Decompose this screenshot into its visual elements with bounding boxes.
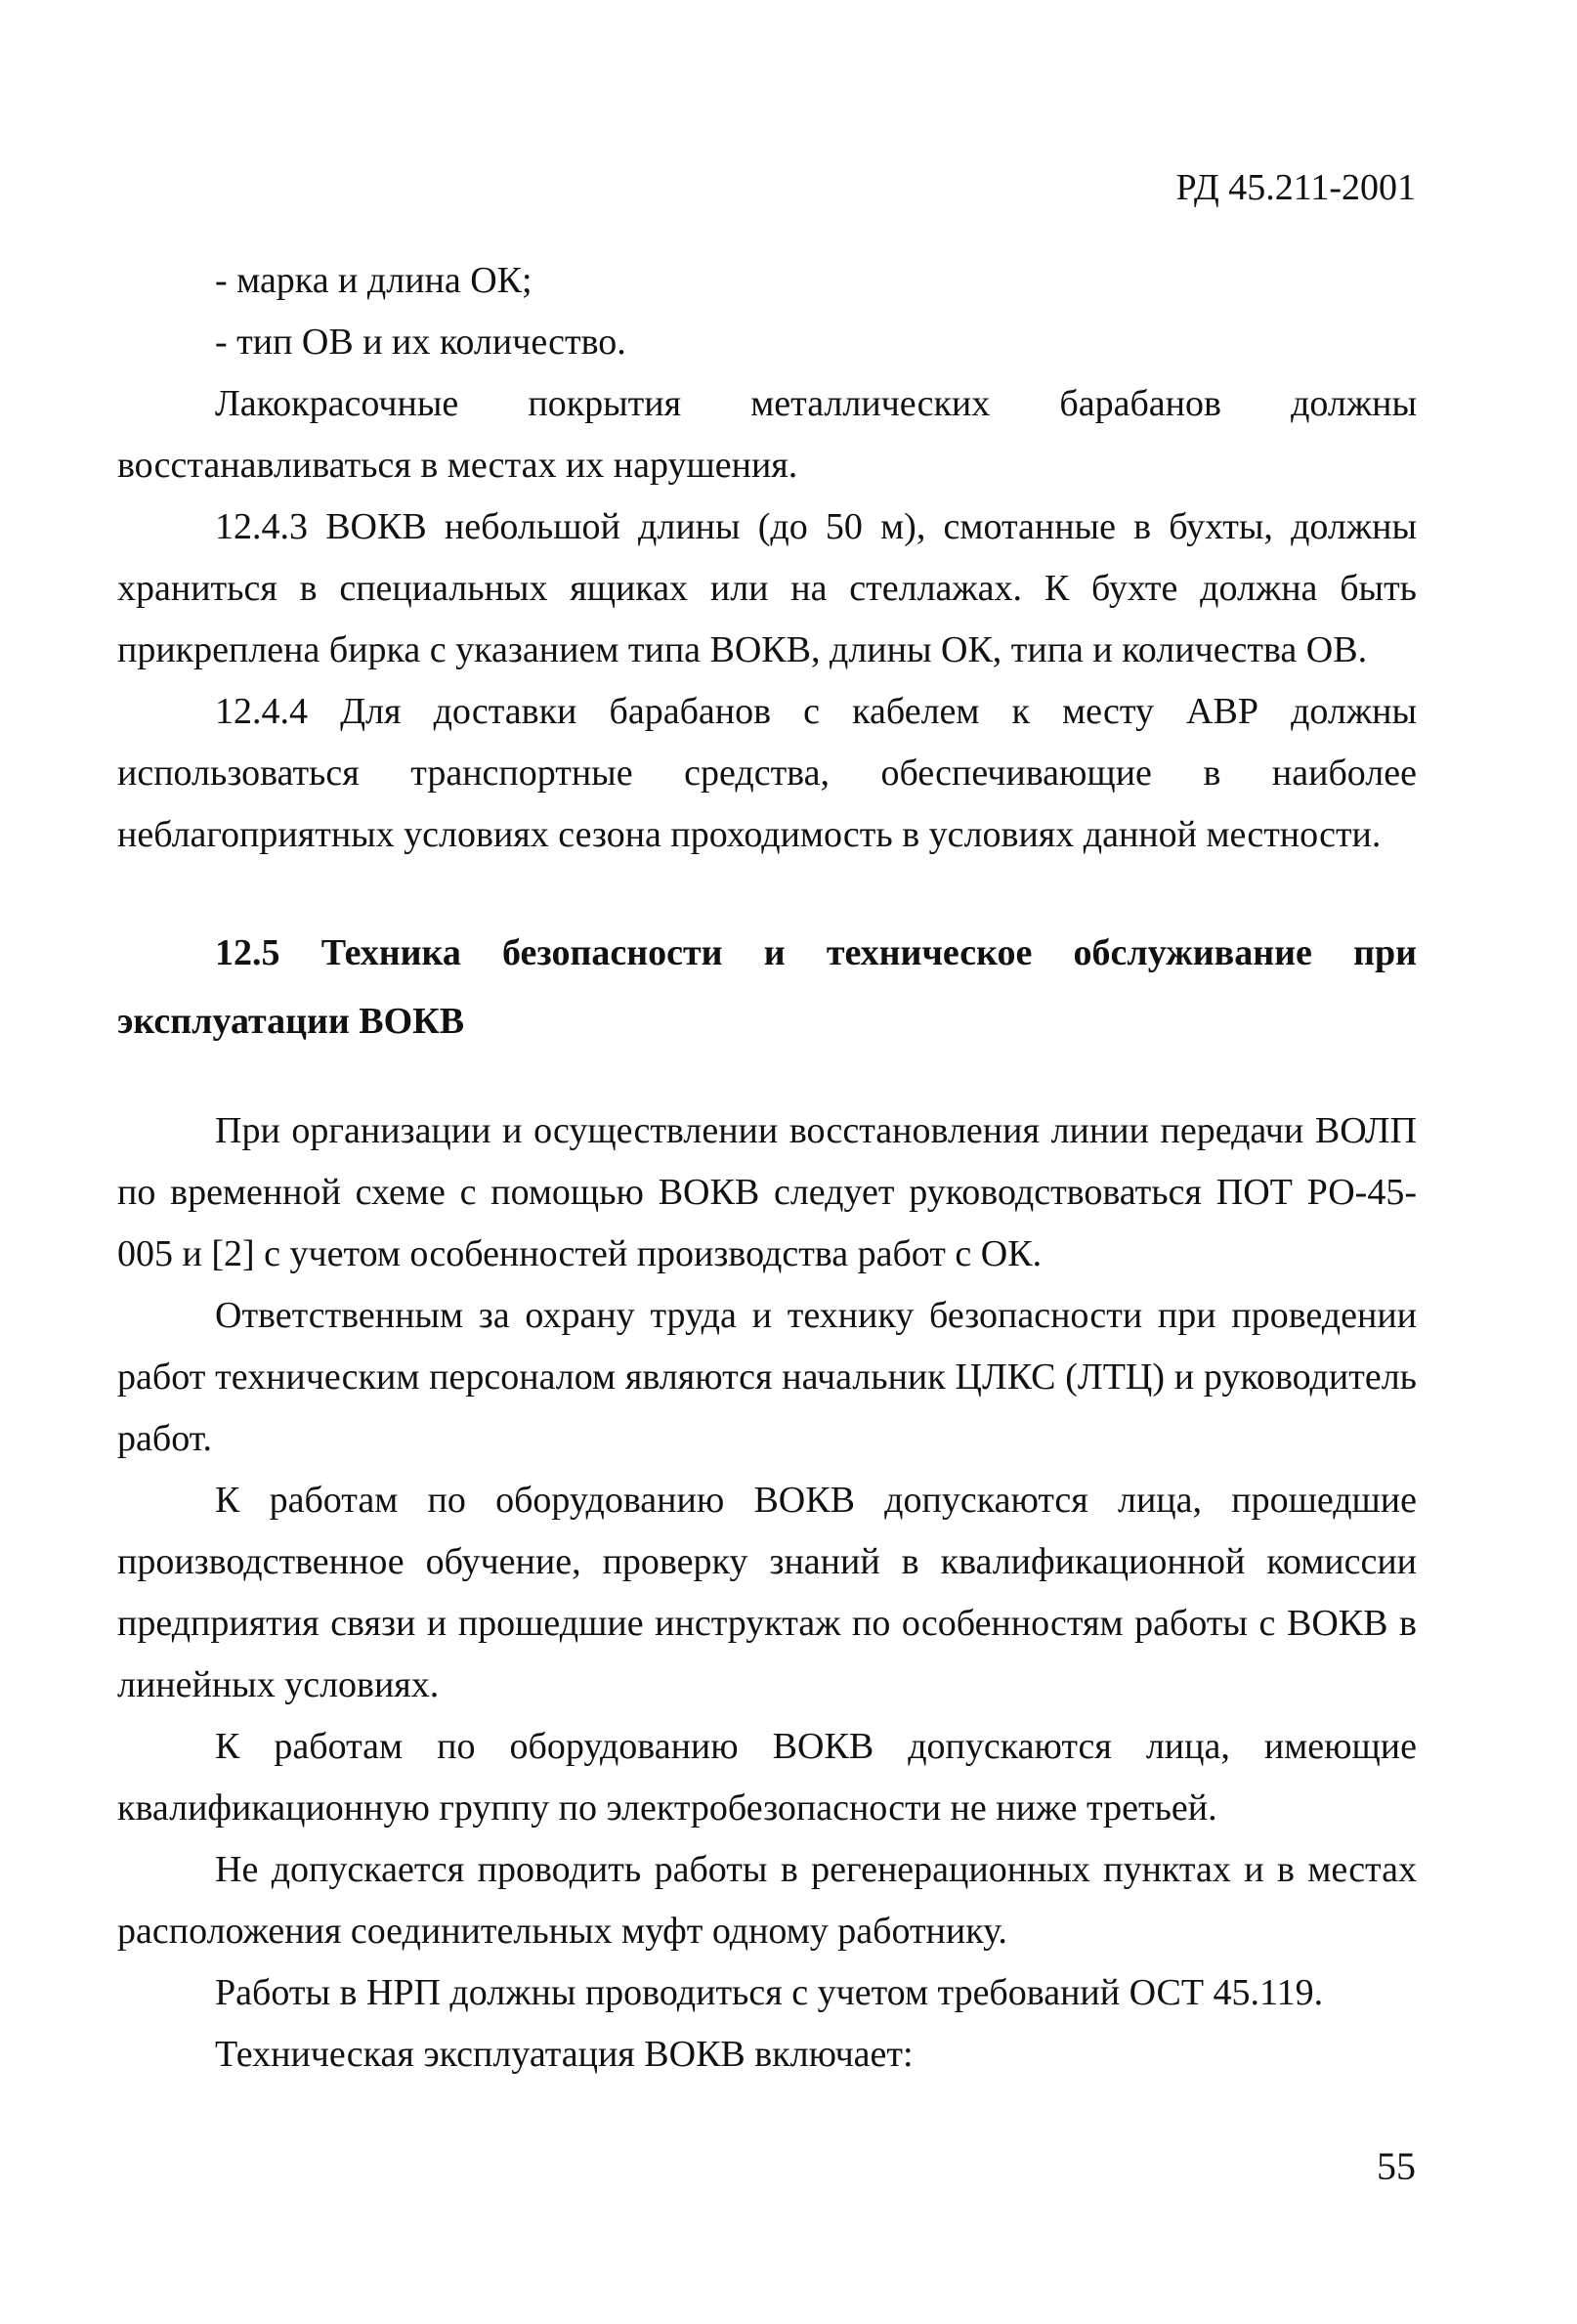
paragraph: К работам по оборудованию ВОКВ допускаются лица, имеющие квалификационную группу по электробезопасности не ниже третьей. [117, 1726, 1417, 1829]
paragraph: Лакокрасочные покрытия металлических барабанов должны восстанавливаться в местах их нарушения. [117, 383, 1417, 486]
page-number: 55 [1377, 2144, 1416, 2188]
section-heading: 12.5 Техника безопасности и техническое обслуживание при эксплуатации ВОКВ [117, 932, 1417, 1042]
paragraph: 12.4.3 ВОКВ небольшой длины (до 50 м), смотанные в бухты, должны храниться в специальных ящиках или на стеллажах. К бухте должна быть прикреплена бирка с указанием типа ВОКВ, длины ОК, типа и количества ОВ. [117, 506, 1417, 670]
section-text-block [117, 1100, 1417, 2086]
upper-text-block [117, 250, 1417, 866]
paragraph: Работы в НРП должны проводиться с учетом требований ОСТ 45.119. [215, 1972, 1324, 2013]
paragraph: Ответственным за охрану труда и технику безопасности при проведении работ техническим персоналом являются начальник ЦЛКС (ЛТЦ) и руководитель работ. [117, 1295, 1417, 1459]
paragraph: Не допускается проводить работы в регенерационных пунктах и в местах расположения соединительных муфт одному работнику. [117, 1849, 1417, 1952]
paragraph: При организации и осуществлении восстановления линии передачи ВОЛП по временной схеме с помощью ВОКВ следует руководствоваться ПОТ РО-45-005 и [2] с учетом особенностей производства работ с ОК. [117, 1110, 1417, 1274]
document-code: РД 45.211-2001 [1175, 167, 1416, 208]
paragraph: К работам по оборудованию ВОКВ допускаются лица, прошедшие производственное обучение, проверку знаний в квалификационной комиссии предприятия связи и прошедшие инструктаж по особенностям работы с ВОКВ в линейных условиях. [117, 1480, 1417, 1705]
list-item: - тип ОВ и их количество. [215, 322, 626, 363]
paragraph: 12.4.4 Для доставки барабанов с кабелем к месту АВР должны использоваться транспортные средства, обеспечивающие в наиболее неблагоприятных условиях сезона проходимость в условиях данной местности. [117, 691, 1417, 855]
list-item: - марка и длина ОК; [215, 260, 533, 301]
paragraph: Техническая эксплуатация ВОКВ включает: [215, 2034, 914, 2075]
